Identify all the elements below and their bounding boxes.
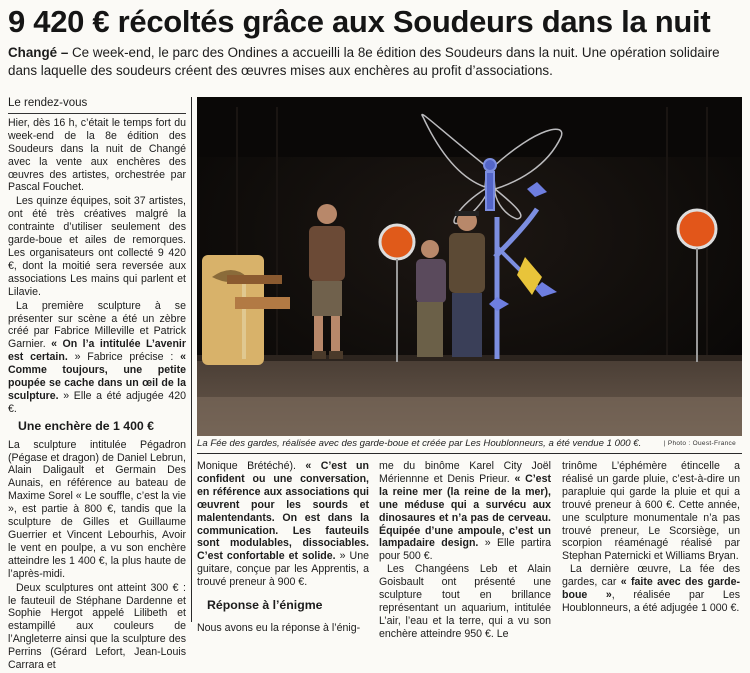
paragraph: Les Changéens Leb et Alain Goisbault ont présenté une sculpture tout en brillance représentant un aquarium, intitulée L’air, l’eau et la terre, qui a vu son enchère atteindre 950 €. Le bbox=[379, 563, 551, 640]
lede-text: Ce week-end, le parc des Ondines a accueilli la 8e édition des Soudeurs dans la nuit. Une opération solidaire dans laquelle des soudeurs créent des œuvres mises aux enchères au profit d’associations. bbox=[8, 45, 720, 78]
caption-text: La Fée des gardes, réalisée avec des garde-boue et créée par Les Houblonneurs, a été vendue 1 000 €. bbox=[197, 438, 642, 449]
subheading: Une enchère de 1 400 € bbox=[18, 418, 155, 433]
caption-rule bbox=[197, 453, 742, 454]
paragraph bbox=[8, 300, 186, 416]
headline: 9 420 € récoltés grâce aux Soudeurs dans la nuit bbox=[8, 4, 711, 39]
text: » Fabrice précise : bbox=[67, 351, 181, 364]
text: Monique Brétéché). bbox=[197, 460, 306, 472]
text: La dernière œuvre, La fée des gardes, car bbox=[562, 563, 740, 589]
quote: « On l’a intitulée L’avenir est certain. bbox=[8, 338, 186, 364]
paragraph: Deux sculptures ont atteint 300 € : le fauteuil de Stéphane Dardenne et Sophie Hergot appelé Lilibeth et estampillé aux couleurs de l’Angleterre ainsi que la sculpture des Perrins (Gérard Lefort, Jean-Louis Carrara et bbox=[8, 581, 186, 672]
article-photo bbox=[197, 97, 742, 436]
column-2 bbox=[197, 460, 369, 635]
paragraph: Hier, dès 16 h, c’était le temps fort du week-end de la 8e édition des Soudeurs dans la nuit de Changé avec la vente aux enchères des œuvres des artistes, orchestrée par Pascal Fouchet. bbox=[8, 116, 186, 194]
column-4 bbox=[562, 460, 740, 615]
text: me du binôme Karel City Joël Mériennne et Denis Prieur. bbox=[379, 460, 551, 485]
paragraph: Les quinze équipes, soit 37 artistes, ont été très créatives malgré la contrainte d’utiliser seulement des garde-boue et ailes de remorques. Les organisateurs ont collecté 9 420 €, dont la moitié sera reversée aux associations Les mains qui parlent et Lilavie. bbox=[8, 195, 186, 298]
kicker: Le rendez-vous bbox=[8, 97, 186, 114]
text: La première sculpture à se présenter sur scène a été un zèbre créé par Fabrice Milleville et Patrick Garnier. bbox=[8, 299, 186, 351]
text: » Elle partira pour 500 €. bbox=[379, 537, 551, 563]
lede bbox=[8, 44, 742, 80]
quote: « C’est la reine mer (la reine de la mer), une méduse qui a survécu aux dinosaures et n’a pas de cerveau. Équipée d’une ampoule, c’est un lampadaire design. bbox=[379, 472, 551, 550]
photo-caption bbox=[197, 436, 742, 452]
paragraph bbox=[562, 563, 740, 615]
subheading: Réponse à l’énigme bbox=[207, 598, 323, 613]
column-rule bbox=[191, 97, 192, 622]
paragraph bbox=[379, 460, 551, 563]
text: » Une guitare, conçue par les Apprentis, a trouvé preneur à 900 €. bbox=[197, 550, 369, 589]
paragraph: Nous avons eu la réponse à l’énig- bbox=[197, 621, 361, 634]
photo-credit: | Photo : Ouest-France bbox=[663, 440, 736, 447]
text: » Elle a été adjugée 420 €. bbox=[8, 389, 186, 415]
quote: « C’est un confident ou une conversation, en référence aux associations qui œuvrent pour les sourds et malentendants. On est dans la communication. Les fauteuils sont modulables, dissociables. C’est confortable et solide. bbox=[197, 460, 369, 563]
left-column bbox=[8, 97, 186, 673]
paragraph bbox=[197, 460, 369, 589]
quote: « Comme toujours, une petite poupée se cache dans un œil de la sculpture. bbox=[8, 351, 186, 402]
dateline: Changé – bbox=[8, 45, 69, 60]
paragraph: La sculpture intitulée Pégadron (Pégase et dragon) de Daniel Lebrun, Alain Daligault et Germain Des Aunais, en référence au bateau de Maxime Sorel « Le souffle, c’est la vie », est partie à 800 €, tandis que la sculpture de Gilles et Guillaume Guerrier et Vincent Lebourhis, Avoir le vent en poulpe, a vu son enchère atteindre les 1 400 €, la plus haute de l’après-midi. bbox=[8, 438, 186, 580]
paragraph: trinôme L’éphémère étincelle a réalisé un garde pluie, c’est-à-dire un parapluie qui garde la pluie et qui a trouvé preneur à 600 €. Cette année, une sculpture monumentale n’a pas trouvé preneur, Le Scorsiège, un scorpion réaménagé réalisé par Stephan Paternicki et Williams Bryan. bbox=[562, 460, 740, 563]
column-3 bbox=[379, 460, 551, 641]
quote: « faite avec des garde-boue » bbox=[562, 576, 740, 602]
stage-scene-illustration bbox=[197, 97, 742, 436]
text: , réalisée par Les Houblonneurs, a été adjugée 1 000 €. bbox=[562, 589, 741, 614]
